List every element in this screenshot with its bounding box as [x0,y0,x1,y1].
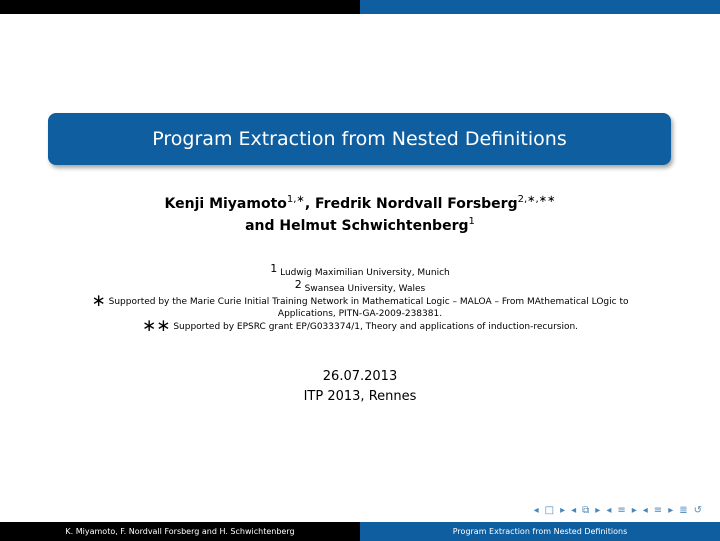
nav-section-next-icon[interactable]: ▸ [631,505,637,516]
nav-section-prev-icon[interactable]: ◂ [606,505,612,516]
footer-bar [0,522,720,541]
date-venue-block [0,367,720,407]
nav-doc-prev-icon[interactable]: ◂ [642,505,648,516]
author-3-sup: 1 [468,216,475,227]
nav-search-icon[interactable]: ↺ [693,505,702,516]
authors-line-1: Kenji Miyamoto$^{1,∗}$, Fredrik Nordvall Forsberg$^{2,∗,∗∗}$ [164,194,556,212]
nav-section-icon[interactable]: ≡ [617,505,626,516]
affiliation-2 [80,279,640,295]
affiliation-3-text-2: Applications, PITN-GA-2009-238381. [277,309,443,319]
affiliation-4-mark: ∗∗ [141,316,171,336]
nav-subsection-next-icon[interactable]: ▸ [595,505,601,516]
footer-left [0,522,360,541]
nav-align-icon[interactable]: ≣ [679,505,688,516]
top-bar [0,0,720,14]
date: 26.07.2013 [322,369,398,384]
nav-doc-icon[interactable]: ≡ [653,505,663,516]
affiliation-1-mark: 1 [270,262,278,275]
affiliation-4 [80,316,640,336]
footer-authors: K. Miyamoto, F. Nordvall Forsberg and H. Schwichtenberg [65,527,295,536]
nav-doc-next-icon[interactable]: ▸ [668,505,674,516]
affiliation-3-mark: ∗ [91,291,106,311]
author-connector: and [245,218,275,234]
author-1-sup: 1,∗ [286,194,305,205]
nav-frame-prev-icon[interactable]: ◂ [533,505,539,516]
beamer-navigation[interactable] [534,505,702,516]
nav-frame-next-icon[interactable]: ▸ [560,505,566,516]
affiliation-3-text: Supported by the Marie Curie Initial Training Network in Mathematical Logic – MALOA – From MAthematical LOgic to [108,297,629,307]
affiliation-4-text: Supported by EPSRC grant EP/G033374/1, Theory and applications of induction-recursion. [173,322,579,332]
top-bar-right [360,0,720,14]
affiliation-1 [80,263,640,279]
nav-frame-icon[interactable]: □ [544,505,555,516]
affiliation-2-text: Swansea University, Wales [304,284,426,294]
author-2-name: Fredrik Nordvall Forsberg [315,196,518,212]
authors-line-2 [0,215,720,237]
footer-right [360,522,720,541]
author-3-name: Helmut Schwichtenberg [279,218,469,234]
nav-subsection-prev-icon[interactable]: ◂ [571,505,577,516]
affiliation-2-mark: 2 [294,278,302,291]
affiliation-3 [80,291,640,311]
title-box [48,113,671,165]
author-1-name: Kenji Miyamoto [164,196,287,212]
affiliations [80,262,640,336]
author-block [0,193,720,237]
author-2-sup: 2,∗,∗∗ [517,194,556,205]
nav-subsection-icon[interactable]: ⧉ [582,505,590,516]
slide-title: Program Extraction from Nested Definitions [152,128,567,150]
affiliation-1-text: Ludwig Maximilian University, Munich [280,268,450,278]
top-bar-left [0,0,360,14]
venue: ITP 2013, Rennes [303,389,417,404]
footer-title: Program Extraction from Nested Definitions [452,527,628,536]
